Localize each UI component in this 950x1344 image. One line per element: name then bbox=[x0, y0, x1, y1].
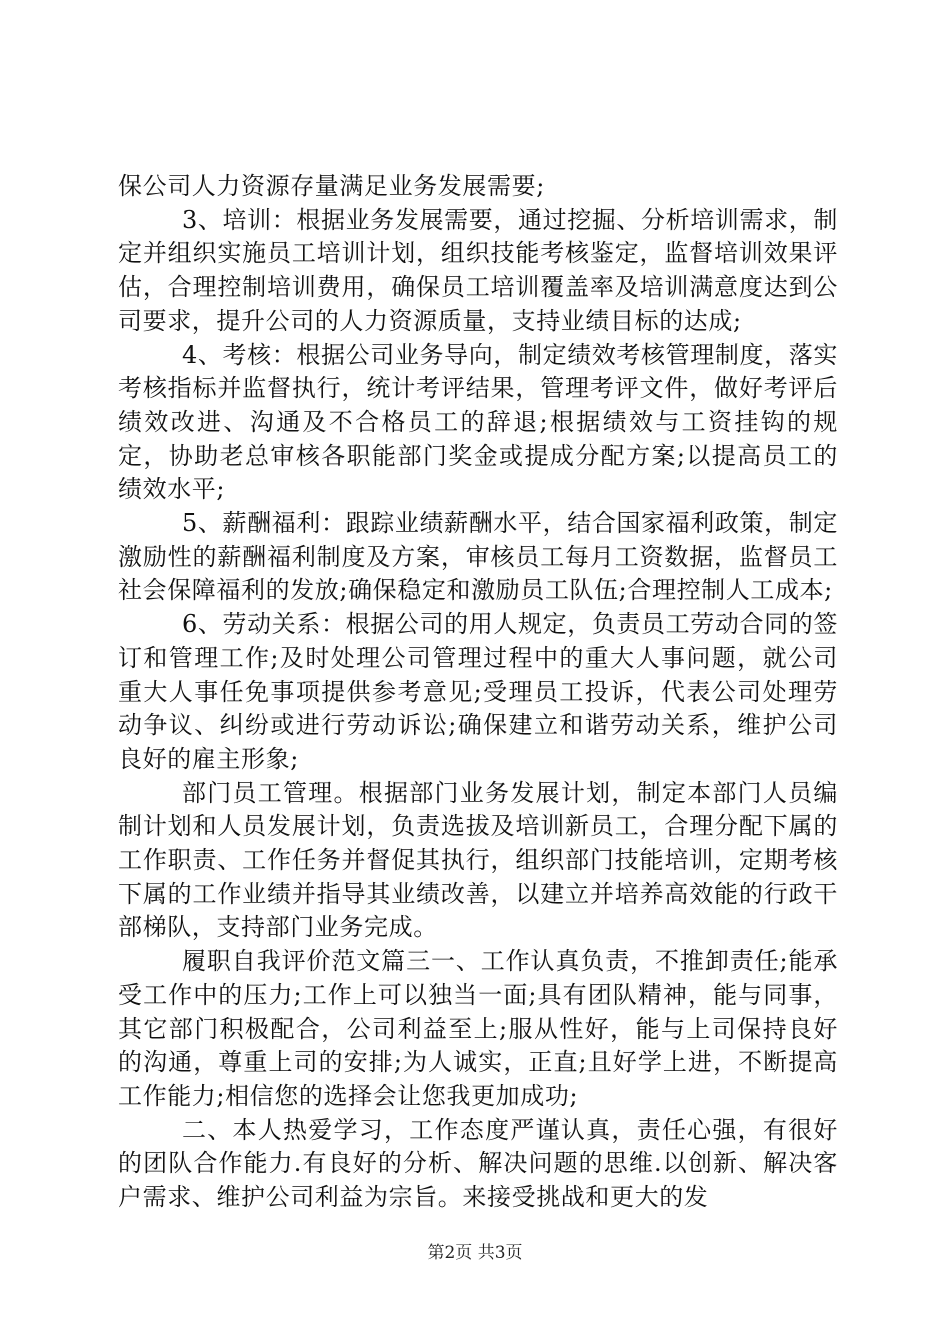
paragraph-assessment: 4、考核：根据公司业务导向，制定绩效考核管理制度，落实考核指标并监督执行，统计考评结果，管理考评文件，做好考评后绩效改进、沟通及不合格员工的辞退;根据绩效与工资挂钩的规定，协助老总审核各职能部门奖金或提成分配方案;以提高员工的绩效水平; bbox=[118, 340, 838, 504]
paragraph-learning: 二、本人热爱学习，工作态度严谨认真，责任心强，有很好的团队合作能力.有良好的分析、解决问题的思维.以创新、解决客户需求、维护公司利益为宗旨。来接受挑战和更大的发 bbox=[118, 1115, 838, 1212]
page-number-footer: 第2页 共3页 bbox=[427, 1243, 523, 1263]
paragraph-labor-relations: 6、劳动关系：根据公司的用人规定，负责员工劳动合同的签订和管理工作;及时处理公司管理过程中的重大人事问题，就公司重大人事任免事项提供参考意见;受理员工投诉，代表公司处理劳动争议、纠纷或进行劳动诉讼;确保建立和谐劳动关系，维护公司良好的雇主形象; bbox=[118, 610, 838, 773]
document-body bbox=[118, 170, 838, 1215]
paragraph-self-evaluation: 履职自我评价范文篇三一、工作认真负责，不推卸责任;能承受工作中的压力;工作上可以独当一面;具有团队精神，能与同事，其它部门积极配合，公司利益至上;服从性好，能与上司保持良好的沟通，尊重上司的安排;为人诚实，正直;且好学上进，不断提高工作能力;相信您的选择会让您我更加成功; bbox=[118, 947, 838, 1110]
paragraph-compensation: 5、薪酬福利：跟踪业绩薪酬水平，结合国家福利政策，制定激励性的薪酬福利制度及方案，审核员工每月工资数据，监督员工社会保障福利的发放;确保稳定和激励员工队伍;合理控制人工成本; bbox=[118, 509, 838, 605]
paragraph-staff-management: 部门员工管理。根据部门业务发展计划，制定本部门人员编制计划和人员发展计划，负责选拔及培训新员工，合理分配下属的工作职责、工作任务并督促其执行，组织部门技能培训，定期考核下属的工作业绩并指导其业绩改善，以建立并培养高效能的行政干部梯队，支持部门业务完成。 bbox=[118, 778, 838, 942]
paragraph-training: 3、培训：根据业务发展需要，通过挖掘、分析培训需求，制定并组织实施员工培训计划，组织技能考核鉴定，监督培训效果评估，合理控制培训费用，确保员工培训覆盖率及培训满意度达到公司要求，提升公司的人力资源质量，支持业绩目标的达成; bbox=[118, 205, 838, 335]
paragraph-continuation: 保公司人力资源存量满足业务发展需要; bbox=[118, 172, 545, 200]
